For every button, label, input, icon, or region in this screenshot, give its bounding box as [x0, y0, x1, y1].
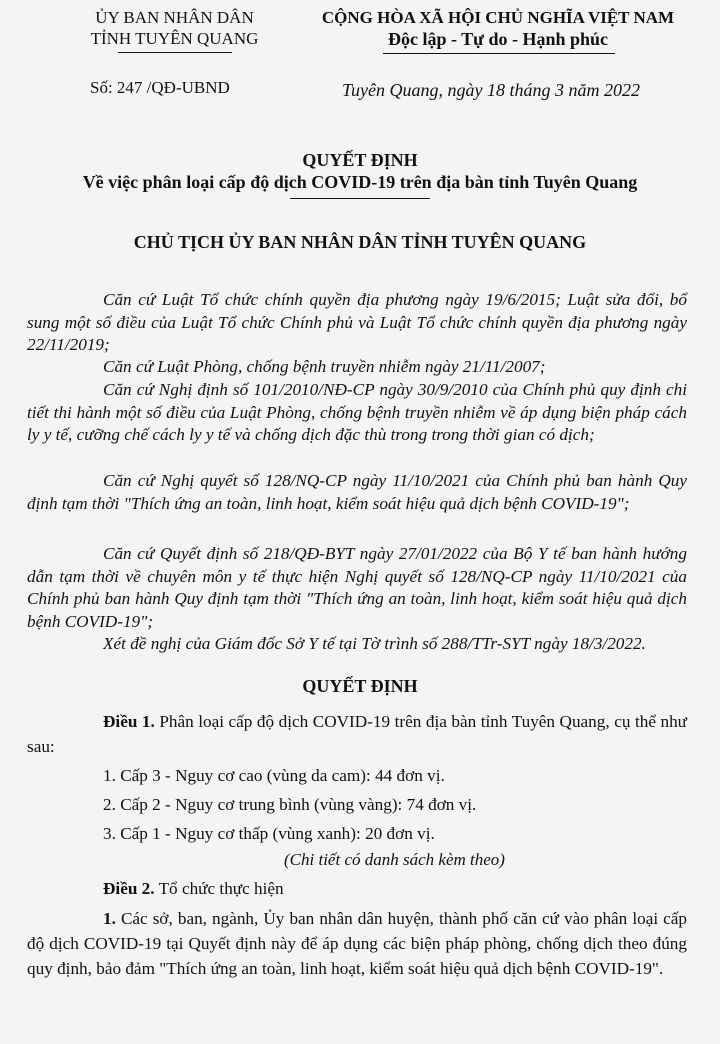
- national-motto: Độc lập - Tự do - Hạnh phúc: [387, 29, 609, 49]
- article-1-item: 1. Cấp 3 - Nguy cơ cao (vùng da cam): 44 đơn vị.: [103, 766, 445, 785]
- article-2-label: Điều 2.: [103, 879, 155, 898]
- article-2: [27, 876, 703, 901]
- issuing-org-line2: TỈNH TUYÊN QUANG: [90, 29, 259, 48]
- motto-underline: [383, 53, 615, 54]
- article-2-text: Tổ chức thực hiện: [158, 879, 284, 898]
- document-type: QUYẾT ĐỊNH: [302, 150, 418, 170]
- preamble-item: Căn cứ Quyết định số 218/QĐ-BYT ngày 27/01/2022 của Bộ Y tế ban hành hướng dẫn tạm thời về chuyên môn y tế thực hiện Nghị quyết số 128/NQ-CP ngày 11/10/2021 của Chính phủ ban hành Quy định tạm thời "Thích ứng an toàn, linh hoạt, kiểm soát hiệu quả dịch bệnh COVID-19";: [27, 544, 687, 631]
- preamble-item: Xét đề nghị của Giám đốc Sở Y tế tại Tờ trình số 288/TTr-SYT ngày 18/3/2022.: [103, 634, 646, 653]
- article-1: [27, 709, 687, 759]
- issuing-org-line1: ỦY BAN NHÂN DÂN: [95, 8, 254, 27]
- place-date: Tuyên Quang, ngày 18 tháng 3 năm 2022: [342, 80, 640, 100]
- issuing-authority: CHỦ TỊCH ỦY BAN NHÂN DÂN TỈNH TUYÊN QUANG: [133, 232, 587, 252]
- article-1-item: 2. Cấp 2 - Nguy cơ trung bình (vùng vàng): 74 đơn vị.: [103, 795, 477, 814]
- org-underline: [118, 52, 232, 53]
- preamble-item: Căn cứ Luật Phòng, chống bệnh truyền nhiễm ngày 21/11/2007;: [103, 357, 546, 376]
- preamble-item: Căn cứ Luật Tổ chức chính quyền địa phương ngày 19/6/2015; Luật sửa đổi, bổ sung một số điều của Luật Tổ chức Chính phủ và Luật Tổ chức chính quyền địa phương ngày 22/11/2019;: [27, 290, 687, 354]
- article-2-item-1-text: Các sở, ban, ngành, Ủy ban nhân dân huyện, thành phố căn cứ vào phân loại cấp độ dịch COVID-19 tại Quyết định này để áp dụng các biện pháp phòng, chống dịch theo đúng quy định, bảo đảm "Thích ứng an toàn, linh hoạt, kiểm soát hiệu quả dịch bệnh COVID-19".: [27, 909, 688, 978]
- republic-name: CỘNG HÒA XÃ HỘI CHỦ NGHĨA VIỆT NAM: [321, 8, 675, 27]
- attachment-note: (Chi tiết có danh sách kèm theo): [284, 850, 505, 869]
- document-number: Số: 247 /QĐ-UBND: [90, 78, 230, 97]
- subject-underline: [290, 198, 430, 199]
- article-1-label: Điều 1.: [103, 712, 155, 731]
- article-2-item-1-label: 1.: [103, 909, 116, 928]
- preamble-item: Căn cứ Nghị quyết số 128/NQ-CP ngày 11/10/2021 của Chính phủ ban hành Quy định tạm thời "Thích ứng an toàn, linh hoạt, kiểm soát hiệu quả dịch bệnh COVID-19";: [27, 471, 687, 513]
- decision-heading: QUYẾT ĐỊNH: [302, 676, 418, 696]
- article-2-item-1: [27, 906, 687, 981]
- document-subject: Về việc phân loại cấp độ dịch COVID-19 trên địa bàn tỉnh Tuyên Quang: [82, 172, 638, 192]
- article-1-item: 3. Cấp 1 - Nguy cơ thấp (vùng xanh): 20 đơn vị.: [103, 824, 435, 843]
- preamble-item: Căn cứ Nghị định số 101/2010/NĐ-CP ngày 30/9/2010 của Chính phủ quy định chi tiết thi hành một số điều của Luật Phòng, chống bệnh truyền nhiễm về áp dụng biện pháp cách ly y tế, cưỡng chế cách ly y tế và chống dịch đặc thù trong trong thời gian có dịch;: [27, 380, 687, 444]
- article-1-text: Phân loại cấp độ dịch COVID-19 trên địa bàn tỉnh Tuyên Quang, cụ thể như sau:: [27, 712, 687, 756]
